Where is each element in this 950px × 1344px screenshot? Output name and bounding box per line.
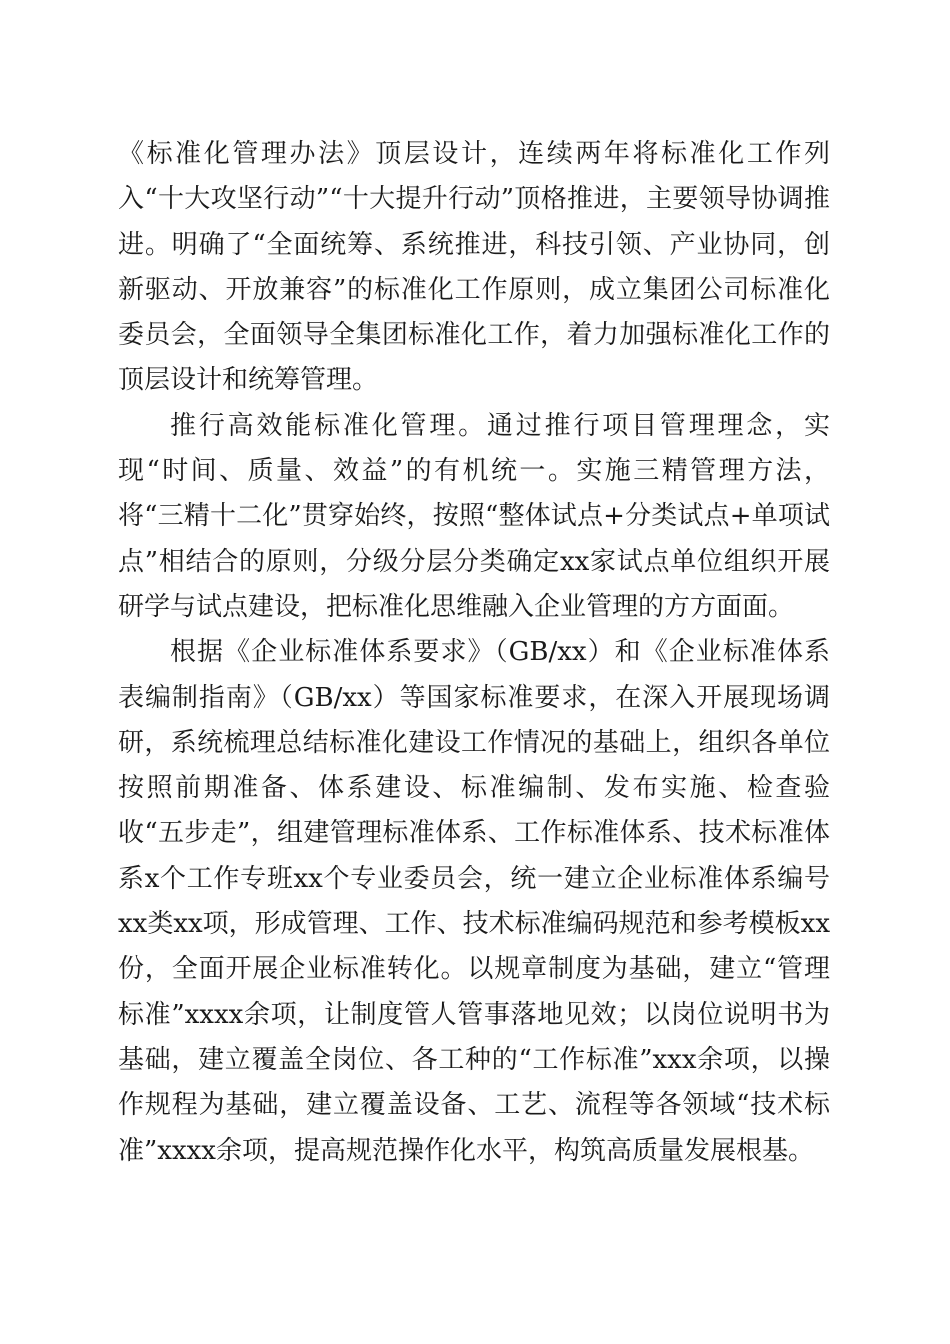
paragraph-3: 根据《企业标准体系要求》（GB/xx）和《企业标准体系表编制指南》（GB/xx）等国家标准要求，在深入开展现场调研，系统梳理总结标准化建设工作情况的基础上，组织各单位按照前期准备、体系建设、标准编制、发布实施、检查验收“五步走”，组建管理标准体系、工作标准体系、技术标准体系x个工作专班xx个专业委员会，统一建立企业标准体系编号xx类xx项，形成管理、工作、技术标准编码规范和参考模板xx份，全面开展企业标准转化。以规章制度为基础，建立“管理标准”xxxx余项，让制度管人管事落地见效；以岗位说明书为基础，建立覆盖全岗位、各工种的“工作标准”xxx余项，以操作规程为基础，建立覆盖设备、工艺、流程等各领域“技术标准”xxxx余项，提高规范操作化水平，构筑高质量发展根基。 xyxy=(118,637,830,1166)
paragraph-1: 《标准化管理办法》顶层设计，连续两年将标准化工作列入“十大攻坚行动”“十大提升行动”顶格推进，主要领导协调推进。明确了“全面统筹、系统推进，科技引领、产业协同，创新驱动、开放兼容”的标准化工作原则，成立集团公司标准化委员会，全面领导全集团标准化工作，着力加强标准化工作的顶层设计和统筹管理。 xyxy=(118,139,830,396)
document-body xyxy=(118,132,830,1174)
paragraph-2: 推行高效能标准化管理。通过推行项目管理理念，实现“时间、质量、效益”的有机统一。实施三精管理方法，将“三精十二化”贯穿始终，按照“整体试点+分类试点+单项试点”相结合的原则，分级分层分类确定xx家试点单位组织开展研学与试点建设，把标准化思维融入企业管理的方方面面。 xyxy=(118,410,830,622)
